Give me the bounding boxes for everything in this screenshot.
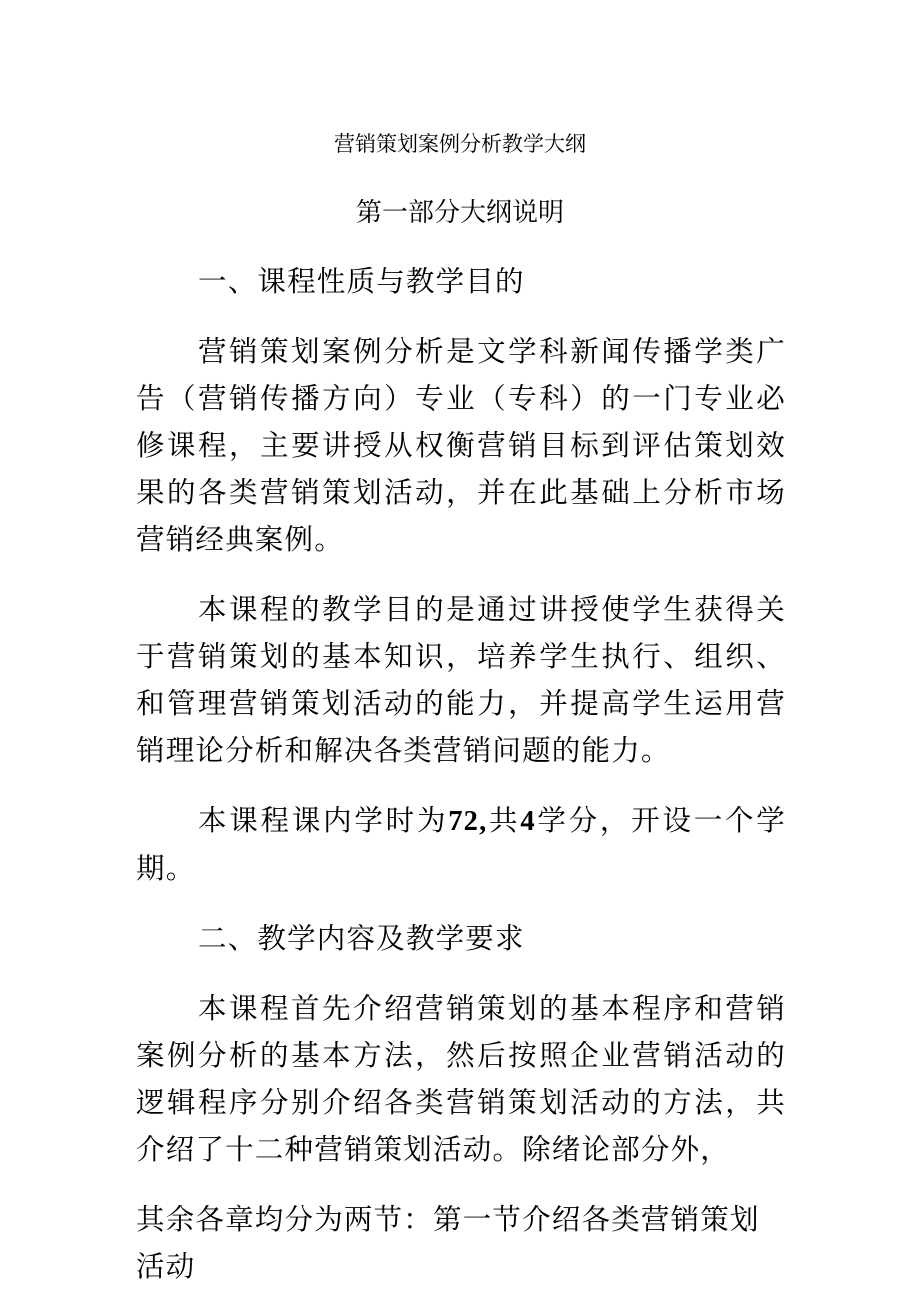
hours-prefix: 本课程课内学时为 (198, 804, 449, 837)
credits-middle: 共 (487, 804, 521, 837)
paragraph-course-hours (136, 797, 786, 892)
paragraph-chapter-structure: 其余各章均分为两节：第一节介绍各类营销策划活动 (136, 1203, 760, 1283)
paragraph-teaching-content: 本课程首先介绍营销策划的基本程序和营销案例分析的基本方法，然后按照企业营销活动的逻辑程序分别介绍各类营销策划活动的方法，共介绍了十二种营销策划活动。除绪论部分外， (136, 992, 786, 1166)
course-hours-value: 72, (448, 806, 488, 837)
course-credits-value: 4 (520, 806, 536, 837)
document-title: 营销策划案例分析教学大纲 (334, 132, 586, 156)
section-heading-teaching-content: 二、教学内容及教学要求 (198, 922, 525, 955)
section-heading-course-nature: 一、课程性质与教学目的 (198, 265, 525, 298)
part-title: 第一部分大纲说明 (355, 198, 564, 228)
paragraph-course-description: 营销策划案例分析是文学科新闻传播学类广告（营销传播方向）专业（专科）的一门专业必修课程，主要讲授从权衡营销目标到评估策划效果的各类营销策划活动，并在此基础上分析市场营销经典案例。 (136, 335, 786, 556)
document-body (136, 258, 786, 1290)
paragraph-teaching-goal: 本课程的教学目的是通过讲授使学生获得关于营销策划的基本知识，培养学生执行、组织、和管理营销策划活动的能力，并提高学生运用营销理论分析和解决各类营销问题的能力。 (136, 593, 786, 767)
credits-suffix: 学分，开设一个学期。 (136, 804, 786, 885)
